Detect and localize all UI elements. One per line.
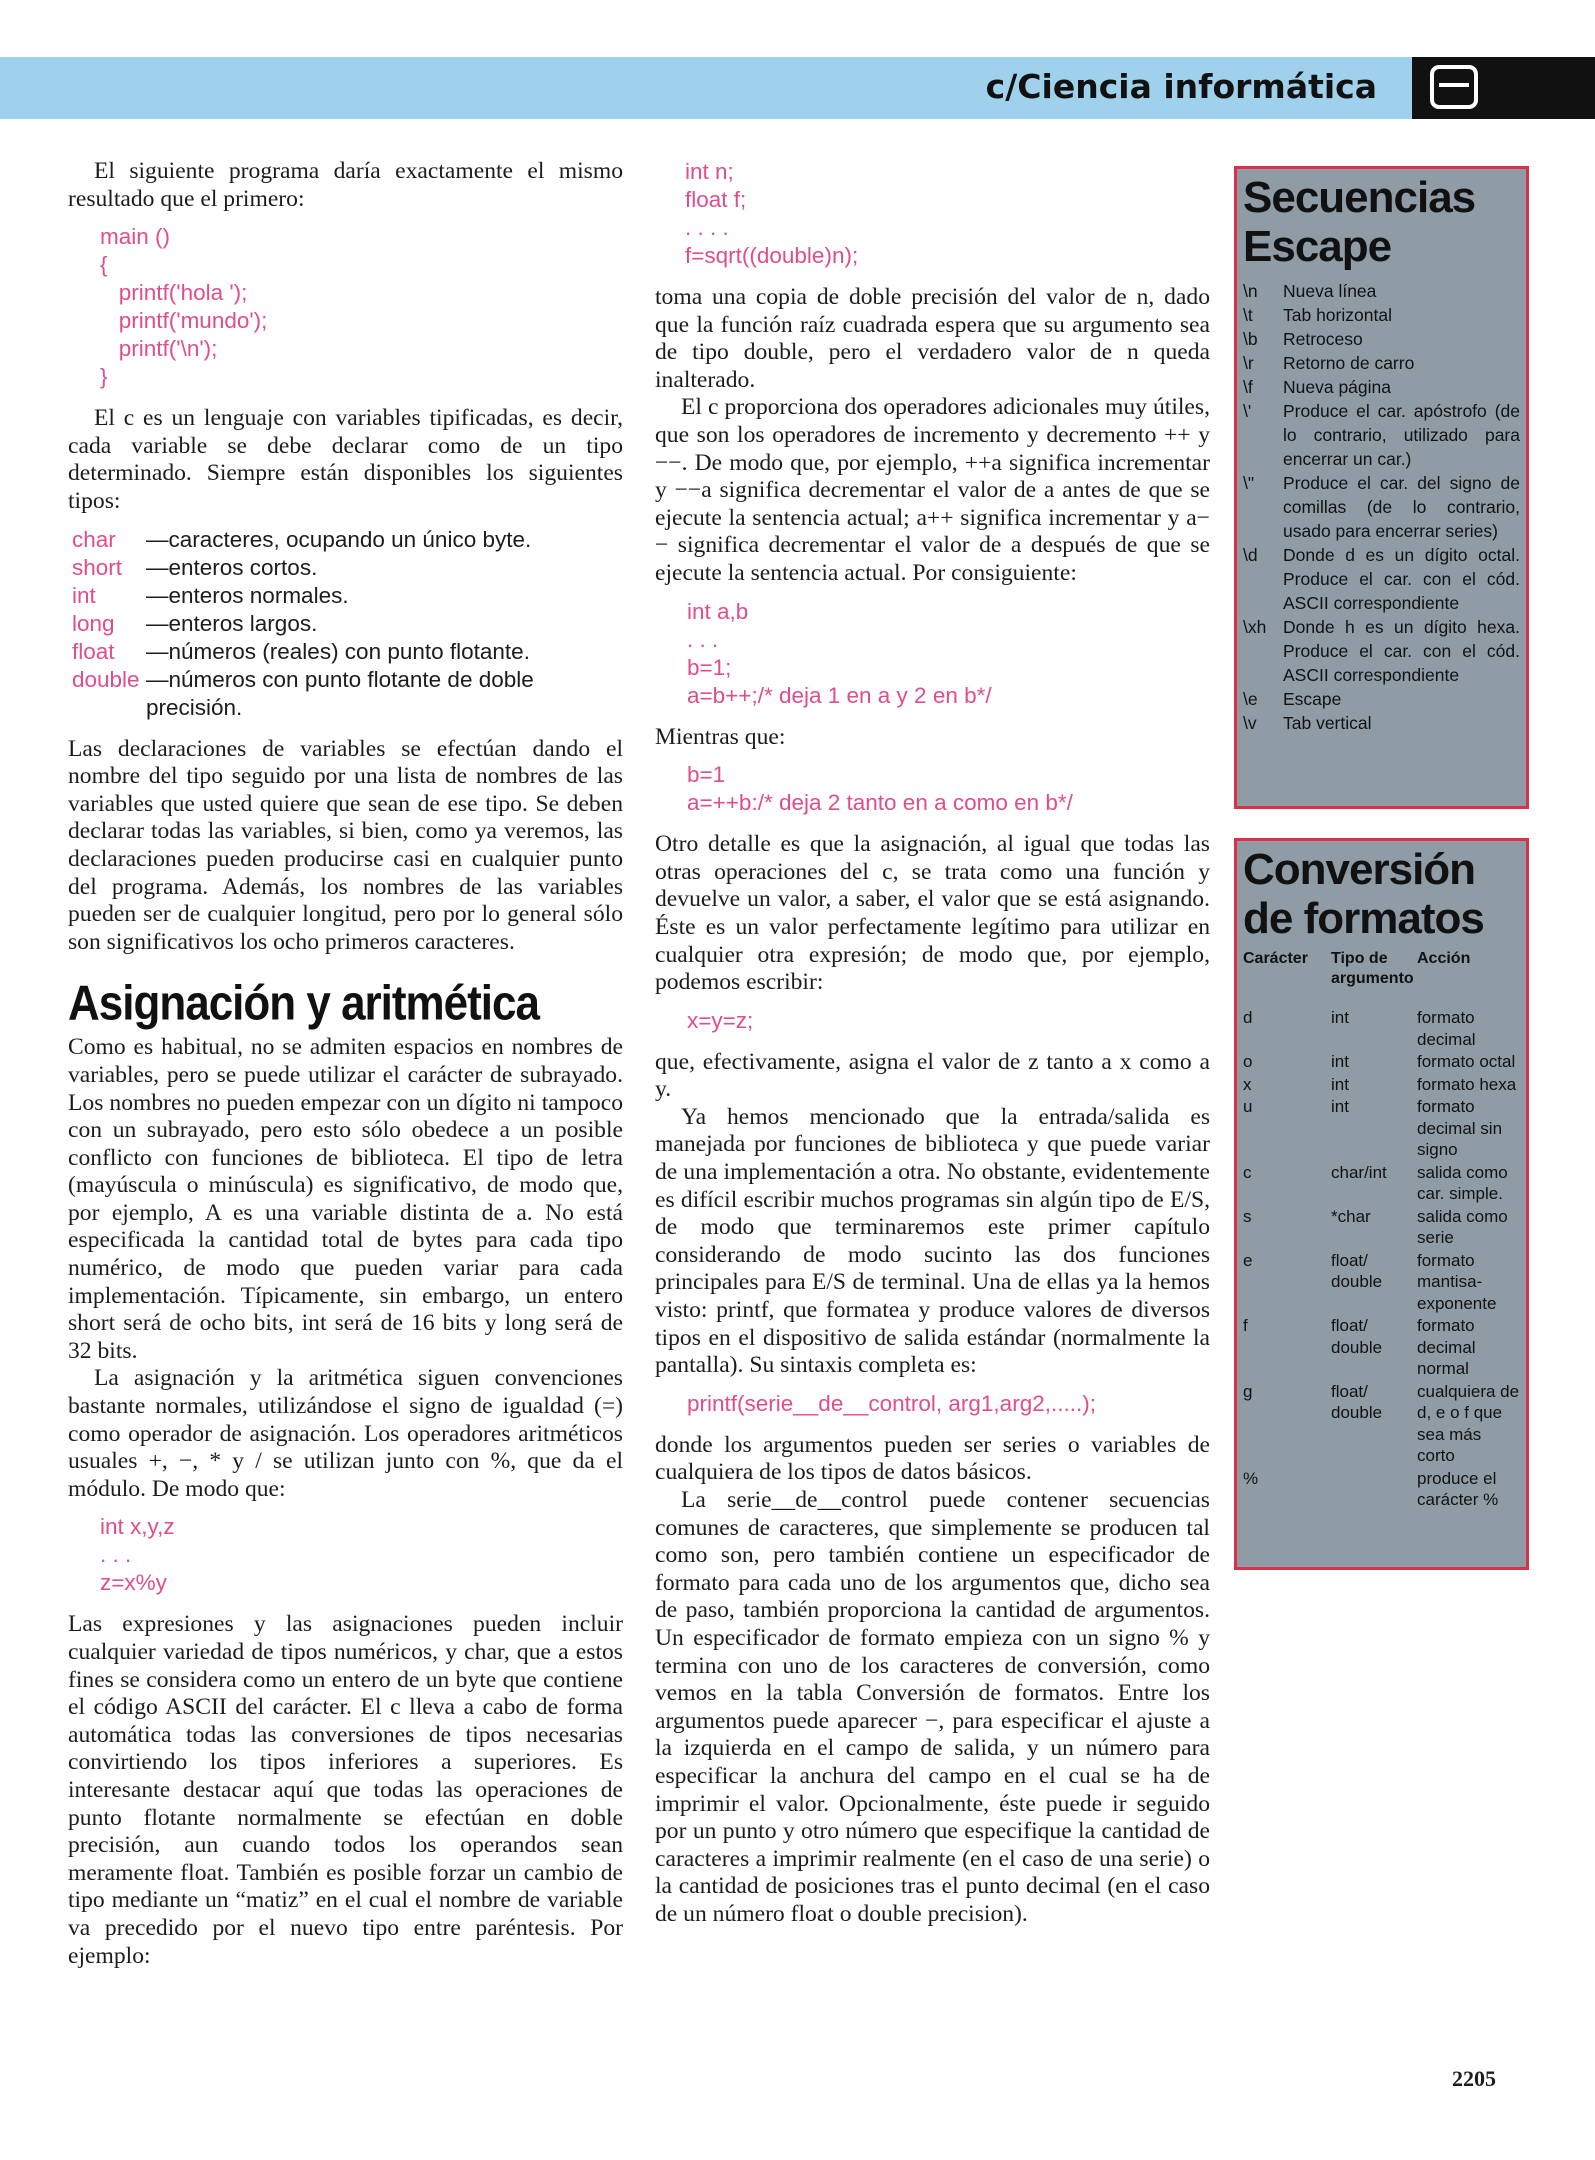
table-header: Carácter Tipo de argumento Acción <box>1243 950 1471 987</box>
running-header: c/Ciencia informática <box>985 67 1377 106</box>
table-row: d int formato decimal <box>1243 1008 1476 1049</box>
code-block: int x,y,z . . . z=x%y <box>100 1514 175 1596</box>
paragraph: donde los argumentos pueden ser series o variables de cualquiera de los tipos de datos básicos. <box>655 1431 1210 1486</box>
paragraph: La asignación y la aritmética siguen convenciones bastante normales, utilizándose el signo de igualdad (=) como operador de asignación. Los operadores aritméticos usuales +, −, * y / se utilizan junto con %, que da el módulo. De modo que: <box>68 1365 623 1502</box>
escape-row: \d Donde d es un dígito octal. Produce el car. con el cód. ASCII correspondiente <box>1243 545 1520 613</box>
section-heading: Asignación y aritmética <box>68 976 539 1032</box>
paragraph: El c proporciona dos operadores adicionales muy útiles, que son los operadores de incremento y decremento ++ y −−. De modo que, por ejemplo, ++a significa incrementar y −−a significa decrementar el valor de a antes de que se ejecute la sentencia actual; a++ significa incrementar y a−− significa decrementar el valor de a después de que se ejecute la sentencia actual. Por consiguiente: <box>655 394 1210 586</box>
format-conversion-box <box>1234 838 1529 1570</box>
type-row: int —enteros normales. <box>72 582 349 608</box>
code-block: main () { printf('hola '); printf('mundo'); printf('\n'); } <box>100 224 268 390</box>
computer-icon <box>1412 57 1595 119</box>
table-row: e float/ double formato mantisa-exponente <box>1243 1250 1497 1313</box>
type-row: double —números con punto flotante de doble precisión. <box>72 666 534 720</box>
type-row: long —enteros largos. <box>72 610 318 636</box>
table-row: g float/ double cualquiera de d, e o f que sea más corto <box>1243 1381 1520 1465</box>
type-row: char —caracteres, ocupando un único byte. <box>72 526 532 552</box>
column-middle <box>655 158 1210 1929</box>
table-row: x int formato hexa <box>1243 1074 1517 1094</box>
code-block: int n; float f; . . . . f=sqrt((double)n); <box>685 159 859 268</box>
code-block: int a,b . . . b=1; a=b++;/* deja 1 en a y 2 en b*/ <box>687 598 992 708</box>
column-left <box>68 158 623 1970</box>
code-block: b=1 a=++b:/* deja 2 tanto en a como en b*/ <box>687 762 1073 816</box>
escape-row: \v Tab vertical <box>1243 713 1372 733</box>
escape-row: \b Retroceso <box>1243 329 1363 349</box>
paragraph: Como es habitual, no se admiten espacios en nombres de variables, pero se puede utilizar el carácter de subrayado. Los nombres no pueden empezar con un dígito ni tampoco con un subrayado, pero esto sólo obedece a un posible conflicto con funciones de biblioteca. El tipo de letra (mayúscula o minúscula) es significativo, de modo que, por ejemplo, A es una variable distinta de a. No está especificada la cantidad total de bytes para cada tipo numérico, de modo que pueden variar para cada implementación. Típicamente, sin embargo, un entero short será de ocho bits, int será de 16 bits y long será de 32 bits. <box>68 1034 623 1364</box>
escape-row: \r Retorno de carro <box>1243 353 1415 373</box>
escape-row: \xh Donde h es un dígito hexa. Produce el car. con el cód. ASCII correspondiente <box>1243 617 1520 685</box>
page-number: 2205 <box>1452 2066 1496 2091</box>
table-row: u int formato decimal sin signo <box>1243 1097 1503 1159</box>
type-row: short —enteros cortos. <box>72 554 318 580</box>
code-block: printf(serie__de__control, arg1,arg2,.....); <box>687 1390 1096 1416</box>
paragraph: toma una copia de doble precisión del valor de n, dado que la función raíz cuadrada espera que su argumento sea de tipo double, pero el verdadero valor de n queda inalterado. <box>655 284 1210 393</box>
escape-list <box>1237 279 1526 735</box>
table-row: c char/int salida como car. simple. <box>1243 1162 1508 1203</box>
escape-row: \f Nueva página <box>1243 377 1391 397</box>
paragraph: Otro detalle es que la asignación, al igual que todas las otras operaciones del c, se trata como una función y devuelve un valor, a saber, el valor que se está asignando. Éste es un valor perfectamente legítimo para utilizar en cualquier otra expresión; de modo que, por ejemplo, podemos escribir: <box>655 831 1210 996</box>
paragraph: El c es un lenguaje con variables tipificadas, es decir, cada variable se debe declarar como de un tipo determinado. Siempre están disponibles los siguientes tipos: <box>68 405 623 514</box>
paragraph: Ya hemos mencionado que la entrada/salida es manejada por funciones de biblioteca y que puede variar de una implementación a otra. No obstante, evidentemente es difícil escribir muchos programas sin algún tipo de E/S, de modo que terminaremos este primer capítulo considerando de modo sucinto las dos funciones principales para E/S de terminal. Una de ellas ya la hemos visto: printf, que formatea y produce valores de diversos tipos en el dispositivo de salida estándar (normalmente la pantalla). Su sintaxis completa es: <box>655 1103 1210 1379</box>
box-title: Conversión de formatos <box>1243 845 1484 943</box>
table-row: % produce el carácter % <box>1243 1468 1499 1509</box>
paragraph: Las declaraciones de variables se efectúan dando el nombre del tipo seguido por una lista de nombres de las variables que usted quiere que sean de ese tipo. Se deben declarar todas las variables, si bien, como ya veremos, las declaraciones pueden producirse casi en cualquier punto del programa. Además, los nombres de las variables pueden ser de cualquier longitud, pero por lo general sólo son significativos los ocho primeros caracteres. <box>68 735 623 955</box>
escape-row: \n Nueva línea <box>1243 281 1377 301</box>
box-title: Secuencias Escape <box>1243 173 1476 271</box>
paragraph: que, efectivamente, asigna el valor de z tanto a x como a y. <box>655 1048 1210 1103</box>
format-table <box>1237 1007 1526 1511</box>
paragraph: Mientras que: <box>655 723 786 750</box>
table-row: s *char salida como serie <box>1243 1206 1508 1247</box>
table-row: o int formato octal <box>1243 1052 1516 1071</box>
code-block: x=y=z; <box>687 1007 754 1033</box>
table-row: f float/ double formato decimal normal <box>1243 1316 1476 1378</box>
escape-row: \" Produce el car. del signo de comillas (de lo contrario, usado para encerrar series) <box>1243 473 1520 541</box>
escape-row: \' Produce el car. apóstrofo (de lo contrario, utilizado para encerrar un car.) <box>1243 401 1520 469</box>
escape-sequences-box <box>1234 166 1529 809</box>
type-list <box>72 526 623 722</box>
escape-row: \t Tab horizontal <box>1243 305 1392 325</box>
paragraph: La serie__de__control puede contener secuencias comunes de caracteres, que simplemente se producen tal como son, pero también contiene un especificador de formato para cada uno de los argumentos que, dicho sea de paso, también proporciona la cantidad de argumentos. Un especificador de formato empieza con un signo % y termina con uno de los caracteres de conversión, como vemos en la tabla Conversión de formatos. Entre los argumentos puede aparecer −, para especificar el ajuste a la izquierda en el campo de salida, y un número para especificar la anchura del campo en el cual se ha de imprimir el valor. Opcionalmente, éste puede ir seguido por un punto y otro número que especifique la cantidad de caracteres a imprimir realmente (en el caso de una serie) o la cantidad de posiciones tras el punto decimal (en el caso de un número float o double precision). <box>655 1487 1210 1927</box>
escape-row: \e Escape <box>1243 689 1342 709</box>
paragraph: El siguiente programa daría exactamente el mismo resultado que el primero: <box>68 158 623 212</box>
paragraph: Las expresiones y las asignaciones pueden incluir cualquier variedad de tipos numéricos, y char, que a estos fines se considera como un entero de un byte que contiene el código ASCII del carácter. El c lleva a cabo de forma automática todas las conversiones de tipos necesarias convirtiendo los tipos inferiores a superiores. Es interesante destacar aquí que todas las operaciones de punto flotante normalmente se efectúan en doble precisión, aun cuando todos los operandos sean meramente float. También es posible forzar un cambio de tipo mediante un “matiz” en el cual el nombre de variable va precedido por el nuevo tipo entre paréntesis. Por ejemplo: <box>68 1611 623 1969</box>
type-row: float —números (reales) con punto flotante. <box>72 638 530 664</box>
